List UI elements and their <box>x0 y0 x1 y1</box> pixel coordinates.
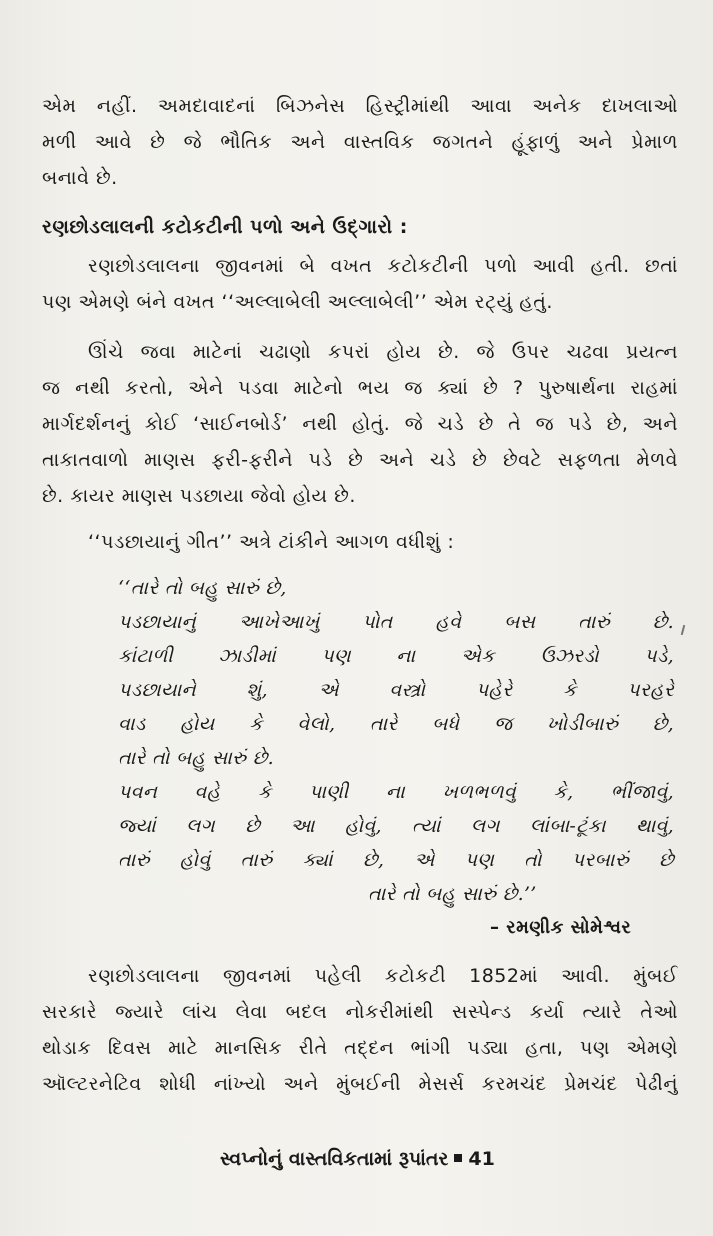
paragraph-3-line-3: માર્ગદર્શનનું કોઈ ‘સાઈનબોર્ડ’ નથી હોતું. જે ચડે છે તે જ પડે છે, અને <box>42 413 678 435</box>
paragraph-1-line-2: મળી આવે છે જે ભૌતિક અને વાસ્તવિક જગતને હૂંફાળું અને પ્રેમાળ <box>42 131 678 153</box>
paragraph-2-line-2: પણ એમણે બંને વખત ‘‘અલ્લાબેલી અલ્લાબેલી’’ એમ રટ્યું હતું. <box>42 291 553 313</box>
paragraph-3-line-5: છે. કાયર માણસ પડછાયા જેવો હોય છે. <box>42 485 356 507</box>
paragraph-1-line-1: એમ નહીં. અમદાવાદનાં બિઝનેસ હિસ્ટ્રીમાંથી આવા અનેક દાખલાઓ <box>42 95 678 117</box>
paragraph-3-line-1: ઊંચે જવા માટેનાં ચઢાણો કપરાં હોય છે. જે ઉપર ચઢવા પ્રયત્ન <box>88 341 678 363</box>
separator-square-icon <box>454 1154 462 1162</box>
poem-line-4: પડછાયાને શું, એ વસ્ત્રો પહેરે કે પરહરે <box>118 679 674 701</box>
paragraph-1-line-3: બનાવે છે. <box>42 167 118 189</box>
page-speck <box>681 625 686 635</box>
page-footer <box>220 1148 520 1170</box>
paragraph-4-line-1: રણછોડલાલના જીવનમાં પહેલી કટોકટી 1852માં આવી. મુંબઈ <box>88 965 678 987</box>
paragraph-2-line-1: રણછોડલાલના જીવનમાં બે વખત કટોકટીની પળો આવી હતી. છતાં <box>88 255 678 277</box>
poem-intro: ‘‘પડછાયાનું ગીત’’ અત્રે ટાંકીને આગળ વધીશું : <box>88 531 455 553</box>
paragraph-4-line-2: સરકારે જ્યારે લાંચ લેવા બદલ નોકરીમાંથી સસ્પેન્ડ કર્યા ત્યારે તેઓ <box>42 1001 678 1023</box>
section-heading: રણછોડલાલની કટોકટીની પળો અને ઉદ્ગારો : <box>42 216 408 238</box>
paragraph-4-line-3: થોડાક દિવસ માટે માનસિક રીતે તદ્દન ભાંગી પડ્યા હતા, પણ એમણે <box>42 1037 678 1059</box>
poem-line-7: પવન વહે કે પાણી ના ખળભળવું કે, ભીંજાવું, <box>118 781 674 803</box>
poem-attribution: – રમણીક સોમેશ્વર <box>490 917 632 938</box>
paragraph-4-line-4: ઑલ્ટરનેટિવ શોધી નાંખ્યો અને મુંબઈની મેસર્સ કરમચંદ પ્રેમચંદ પેઢીનું <box>42 1073 678 1095</box>
paragraph-3-line-4: તાકાતવાળો માણસ ફરી-ફરીને પડે છે અને ચડે છે છેવટે સફળતા મેળવે <box>42 449 678 471</box>
book-title: સ્વપ્નોનું વાસ્તવિકતામાં રૂપાંતર <box>220 1148 449 1170</box>
poem-line-3: કાંટાળી ઝાડીમાં પણ ના એક ઉઝરડો પડે, <box>118 645 674 667</box>
poem-line-5: વાડ હોય કે વેલો, તારે બધે જ ખોડીબારું છે, <box>118 713 674 735</box>
page-number: 41 <box>468 1148 495 1170</box>
poem-line-10: તારે તો બહુ સારું છે.’’ <box>368 883 537 905</box>
poem-line-6: તારે તો બહુ સારું છે. <box>118 747 274 769</box>
poem-line-2: પડછાયાનું આખેઆખું પોત હવે બસ તારું છે. <box>118 611 674 633</box>
poem-line-9: તારું હોવું તારું ક્યાં છે, એ પણ તો પરબારું છે <box>118 849 674 871</box>
paragraph-3-line-2: જ નથી કરતો, એને પડવા માટેનો ભય જ ક્યાં છે ? પુરુષાર્થના રાહમાં <box>42 377 678 399</box>
poem-line-1: ‘‘તારે તો બહુ સારું છે, <box>118 577 287 599</box>
poem-line-8: જ્યાં લગ છે આ હોવું, ત્યાં લગ લાંબા-ટૂંકા થાવું, <box>118 815 674 837</box>
